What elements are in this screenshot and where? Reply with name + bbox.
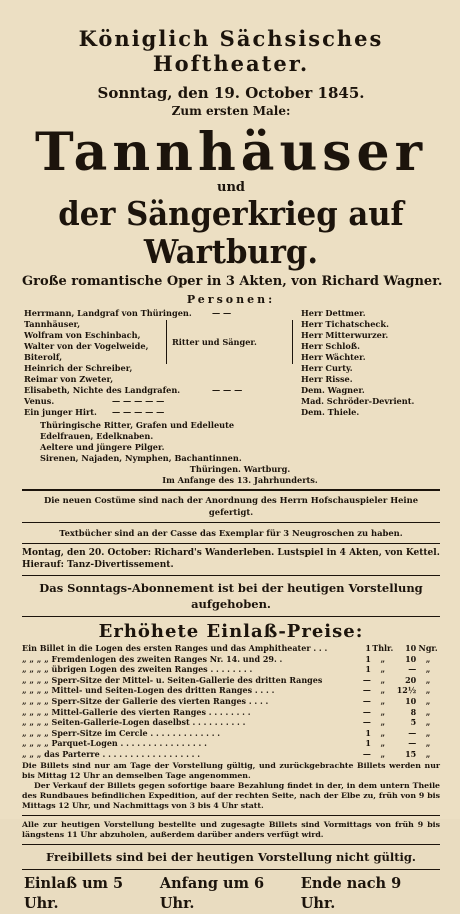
price-thaler: — — [362, 695, 371, 706]
price-unit-groschen: „ — [425, 653, 431, 664]
price-unit-groschen: „ — [425, 738, 431, 749]
price-unit-groschen: „ — [425, 664, 431, 675]
opera-subtitle: Große romantische Oper in 3 Akten, von Richard Wagner. — [22, 274, 443, 289]
price-row — [22, 664, 440, 675]
cast-role: Reimar von Zweter, — [24, 374, 114, 384]
cast-actor: Herr Curty. — [301, 363, 353, 373]
cast-actor: Herr Schloß. — [301, 341, 360, 351]
price-row — [22, 749, 440, 760]
cast-dash: — — — — [212, 385, 243, 395]
cast-role: Biterolf, — [24, 352, 63, 362]
price-groschen: 10 — [405, 695, 417, 706]
chorus-line: Edelfrauen, Edelknaben. — [40, 431, 154, 441]
price-row — [22, 717, 440, 728]
cast-role: Herrmann, Landgraf von Thüringen. — [24, 308, 192, 318]
divider — [22, 815, 440, 816]
entry-time: Einlaß um 5 Uhr. — [24, 874, 124, 912]
chorus-line: Thüringische Ritter, Grafen und Edelleute — [40, 420, 235, 430]
cast-actor: Herr Wächter. — [301, 352, 366, 362]
price-row — [22, 654, 440, 665]
price-description: „ „ „ „ Mittel- und Seiten-Logen des dritten Ranges . . . . — [22, 685, 275, 696]
price-unit-thaler: „ — [380, 748, 386, 759]
opera-title: Tannhäuser — [34, 122, 428, 183]
price-unit-thaler: „ — [380, 738, 386, 749]
cast-role: Ein junger Hirt. — [24, 407, 97, 417]
cast-role: Wolfram von Eschinbach, — [24, 330, 141, 340]
price-unit-groschen: „ — [425, 717, 431, 728]
price-unit-groschen: „ — [425, 706, 431, 717]
price-description: „ „ „ „ übrigen Logen des zweiten Ranges . . . . . . . . — [22, 664, 253, 675]
price-unit-groschen: „ — [425, 748, 431, 759]
price-thaler: — — [362, 717, 371, 728]
price-groschen: — — [408, 738, 417, 749]
price-unit-groschen: „ — [425, 685, 431, 696]
divider — [22, 869, 440, 870]
price-thaler: — — [362, 706, 371, 717]
price-row — [22, 728, 440, 739]
price-description: „ „ „ „ Mittel-Gallerie des vierten Ranges . . . . . . . . — [22, 706, 251, 717]
cast-role: Walter von der Vogelweide, — [24, 341, 149, 351]
cast-actor: Herr Mitterwurzer. — [301, 330, 389, 340]
price-unit-groschen: Ngr. — [418, 643, 438, 653]
free-tickets-note: Freibillets sind bei der heutigen Vorstellung nicht gültig. — [46, 849, 416, 864]
price-table — [22, 643, 440, 760]
divider — [22, 489, 440, 491]
textbook-note: Textbücher sind an der Casse das Exemplar für 3 Neugroschen zu haben. — [59, 528, 403, 538]
performance-date: Sonntag, den 19. October 1845. — [97, 84, 365, 102]
price-row — [22, 685, 440, 696]
price-groschen: 20 — [405, 674, 417, 685]
divider — [22, 616, 440, 617]
price-unit-thaler: „ — [380, 727, 386, 738]
chorus-line: Sirenen, Najaden, Nymphen, Bachantinnen. — [40, 453, 242, 463]
reserved-tickets-note: Alle zur heutigen Vorstellung bestellte und zugesagte Billets sind Vormittags von früh 9 bis längstens 11 Uhr abzuholen, außerdem darüber anders verfügt wird. — [22, 819, 440, 839]
brace-left — [160, 320, 167, 364]
price-groschen: 5 — [410, 717, 417, 728]
price-groschen: 15 — [405, 748, 417, 759]
price-unit-thaler: „ — [380, 664, 386, 675]
price-description: „ „ „ „ Sperr-Sitze der Mittel- u. Seiten-Gallerie des dritten Ranges — [22, 674, 323, 685]
price-unit-groschen: „ — [425, 674, 431, 685]
setting-place: Thüringen. Wartburg. — [189, 464, 291, 474]
price-thaler: 1 — [365, 738, 371, 749]
price-groschen: — — [408, 664, 417, 675]
cast-actor: Herr Dettmer. — [301, 308, 366, 318]
validity-note: Die Billets sind nur am Tage der Vorstellung gültig, und zurückgebrachte Billets werden nur bis Mittag 12 Uhr an demselben Tage angenommen. — [22, 760, 440, 780]
cast-actor: Mad. Schröder-Devrient. — [301, 396, 415, 406]
cast-actor: Herr Tichatscheck. — [301, 319, 389, 329]
cast-actor: Dem. Thiele. — [301, 407, 360, 417]
brace-right — [292, 320, 299, 364]
price-unit-thaler: „ — [380, 717, 386, 728]
price-unit-thaler: „ — [380, 695, 386, 706]
price-thaler: 1 — [365, 727, 371, 738]
price-thaler: — — [362, 685, 371, 696]
price-row — [22, 643, 440, 654]
cast-list — [22, 308, 440, 436]
subscription-note: Das Sonntags-Abonnement ist bei der heutigen Vorstellung aufgehoben. — [39, 581, 423, 611]
divider — [22, 575, 440, 576]
title-conjunction: und — [217, 180, 245, 195]
price-groschen: 12½ — [396, 685, 417, 696]
price-description: „ „ „ „ Fremdenlogen des zweiten Ranges Nr. 14. und 29. . — [22, 653, 283, 664]
price-thaler: 1 — [365, 643, 371, 653]
price-groschen: 8 — [410, 706, 417, 717]
price-unit-thaler: „ — [380, 653, 386, 664]
price-thaler: 1 — [365, 664, 371, 675]
price-groschen: — — [408, 727, 417, 738]
price-description: „ „ „ „ Parquet-Logen . . . . . . . . . . . . . . . . — [22, 738, 207, 749]
price-description: „ „ „ „ Seiten-Gallerie-Logen daselbst . . . . . . . . . . — [22, 717, 246, 728]
divider — [22, 543, 440, 544]
cast-dash: — — — — — — [112, 407, 165, 417]
playbill — [22, 18, 443, 914]
divider — [22, 844, 440, 845]
price-unit-thaler: „ — [380, 685, 386, 696]
knights-label: Ritter und Sänger. — [172, 337, 257, 347]
premiere-note: Zum ersten Male: — [171, 104, 291, 118]
price-unit-groschen: „ — [425, 695, 431, 706]
price-unit-groschen: „ — [425, 727, 431, 738]
start-time: Anfang um 6 Uhr. — [159, 874, 265, 912]
cast-dash: — — — [212, 308, 232, 318]
price-thaler: — — [362, 748, 371, 759]
next-performance: Montag, den 20. October: Richard's Wanderleben. Lustspiel in 4 Akten, von Kettel. Hierauf: Tanz-Divertissement. — [22, 548, 440, 570]
cast-actor: Dem. Wagner. — [301, 385, 365, 395]
price-unit-thaler: „ — [380, 674, 386, 685]
price-row — [22, 696, 440, 707]
price-description: „ „ „ „ Sperr-Sitze im Cercle . . . . . . . . . . . . . — [22, 727, 221, 738]
price-unit-thaler: Thlr. — [372, 643, 394, 653]
price-row — [22, 675, 440, 686]
divider — [22, 522, 440, 523]
cast-heading: Personen: — [186, 293, 276, 306]
price-groschen: 10 — [405, 643, 417, 653]
chorus-line: Aeltere und jüngere Pilger. — [40, 442, 165, 452]
opera-title-second: der Sängerkrieg auf Wartburg. — [58, 194, 404, 271]
theater-name: Königlich Sächsisches Hoftheater. — [78, 26, 384, 76]
end-time: Ende nach 9 Uhr. — [300, 874, 402, 912]
price-row — [22, 738, 440, 749]
price-description: Ein Billet in die Logen des ersten Ranges und das Amphitheater . . . — [22, 643, 328, 653]
cast-role: Tannhäuser, — [24, 319, 81, 329]
setting-era: Im Anfange des 13. Jahrhunderts. — [162, 475, 318, 485]
cast-dash: — — — — — — [112, 396, 165, 406]
sales-note: Der Verkauf der Billets gegen sofortige baare Bezahlung findet in der, in dem untern Theile des Rundbaues befindlichen Expedition, auf der rechten Seite, nach der Elbe zu, früh von 9 bis Mittags 12 Uhr, und Nachmittags von 3 bis 4 Uhr statt. — [22, 780, 440, 810]
price-groschen: 10 — [405, 653, 417, 664]
price-description: „ „ „ „ Sperr-Sitze der Gallerie des vierten Ranges . . . . — [22, 695, 269, 706]
cast-role: Heinrich der Schreiber, — [24, 363, 133, 373]
price-thaler: 1 — [365, 653, 371, 664]
costume-note: Die neuen Costüme sind nach der Anordnung des Herrn Hofschauspieler Heine gefertigt. — [43, 495, 419, 517]
price-description: „ „ „ das Parterre . . . . . . . . . . . . . . . . . . — [22, 748, 200, 759]
cast-role: Venus. — [24, 396, 55, 406]
prices-heading: Erhöhete Einlaß-Preise: — [98, 621, 364, 642]
price-thaler: — — [362, 674, 371, 685]
cast-actor: Herr Risse. — [301, 374, 353, 384]
price-unit-thaler: „ — [380, 706, 386, 717]
times-line — [22, 874, 440, 914]
cast-role: Elisabeth, Nichte des Landgrafen. — [24, 385, 181, 395]
price-row — [22, 707, 440, 718]
